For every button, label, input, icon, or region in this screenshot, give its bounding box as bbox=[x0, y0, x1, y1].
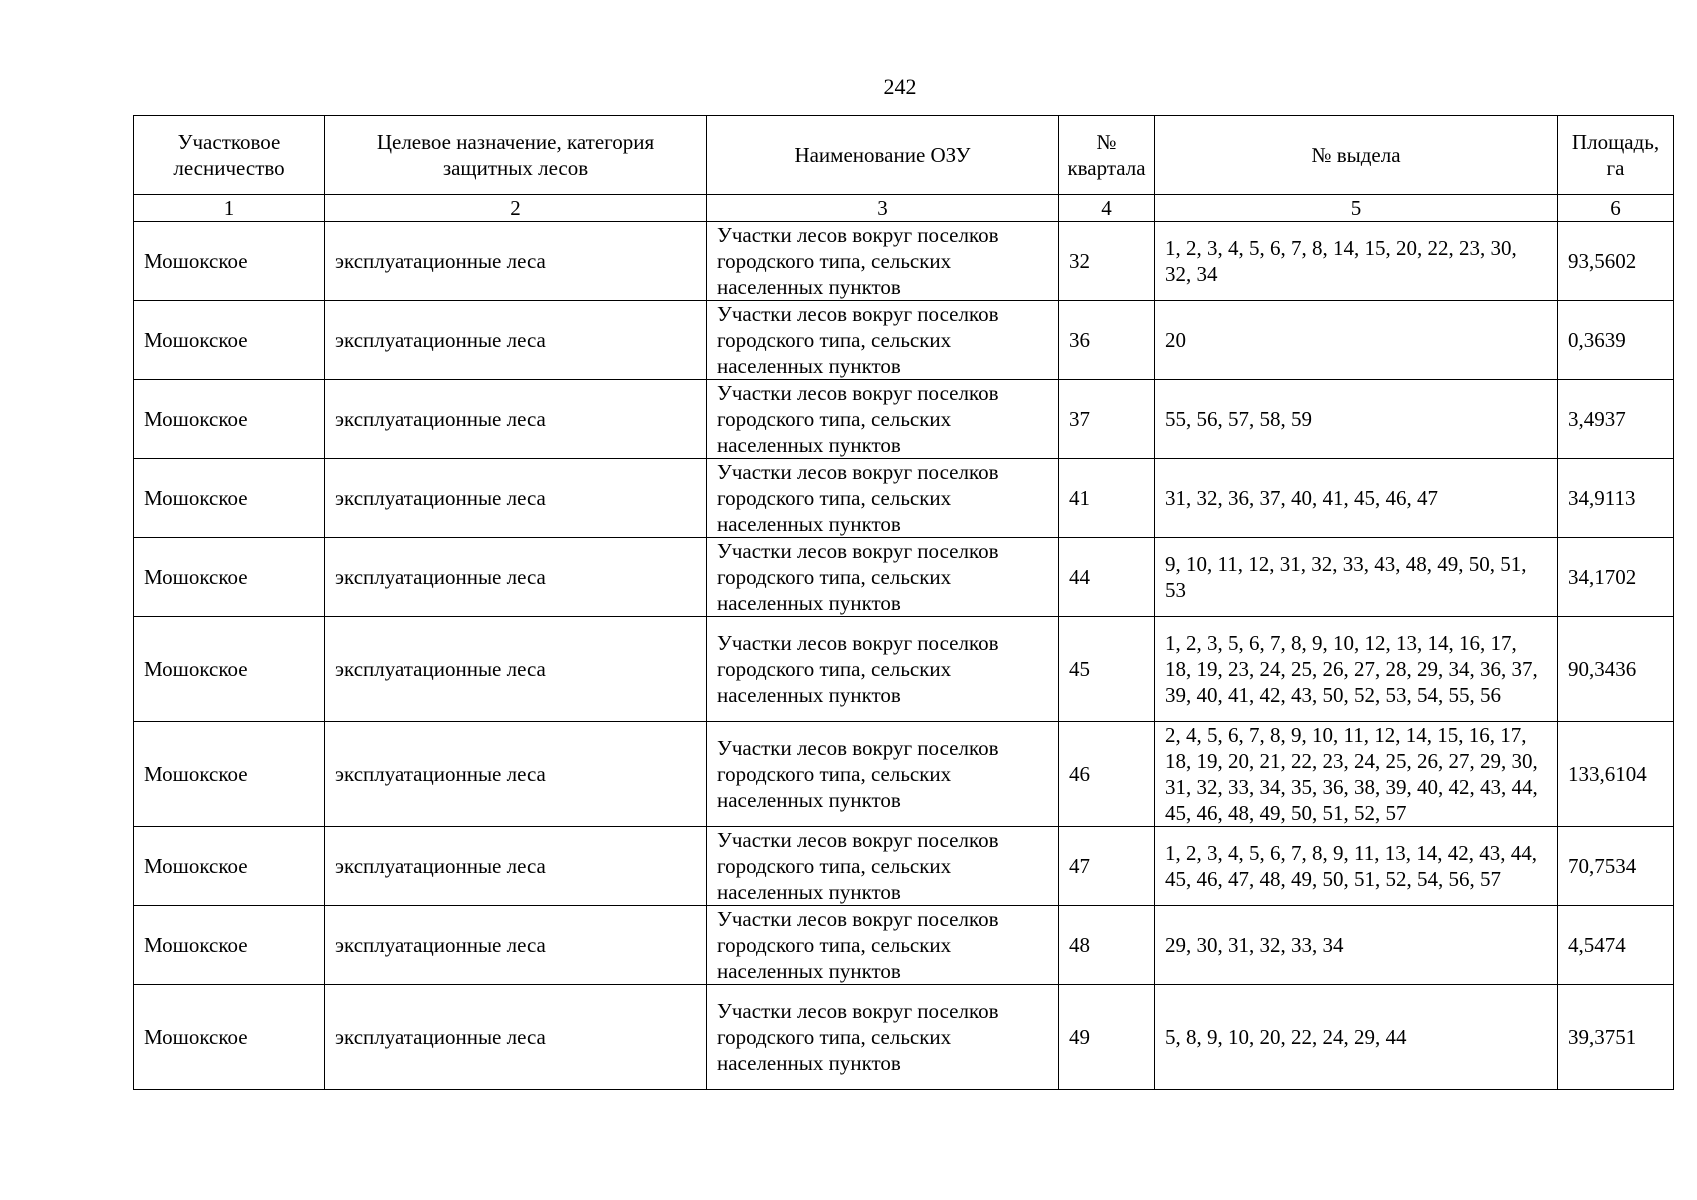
cell-allotments: 1, 2, 3, 4, 5, 6, 7, 8, 14, 15, 20, 22, 23, 30, 32, 34 bbox=[1155, 222, 1558, 301]
cell-purpose: эксплуатационные леса bbox=[325, 538, 707, 617]
table-row bbox=[134, 301, 1674, 380]
cell-ozu-name: Участки лесов вокруг поселков городского типа, сельских населенных пунктов bbox=[707, 985, 1059, 1090]
header-forestry: Участковое лесничество bbox=[134, 116, 325, 195]
table-row bbox=[134, 617, 1674, 722]
page-number: 242 bbox=[883, 74, 917, 99]
table-header-row bbox=[134, 116, 1674, 195]
cell-purpose: эксплуатационные леса bbox=[325, 301, 707, 380]
column-number: 5 bbox=[1155, 195, 1558, 222]
cell-area: 34,9113 bbox=[1558, 459, 1674, 538]
cell-area: 3,4937 bbox=[1558, 380, 1674, 459]
cell-ozu-name: Участки лесов вокруг поселков городского типа, сельских населенных пунктов bbox=[707, 827, 1059, 906]
cell-allotments: 5, 8, 9, 10, 20, 22, 24, 29, 44 bbox=[1155, 985, 1558, 1090]
header-quarter: № квартала bbox=[1059, 116, 1155, 195]
cell-quarter: 37 bbox=[1059, 380, 1155, 459]
table-row bbox=[134, 380, 1674, 459]
cell-forestry: Мошокское bbox=[134, 617, 325, 722]
table-row bbox=[134, 538, 1674, 617]
cell-area: 0,3639 bbox=[1558, 301, 1674, 380]
cell-allotments: 1, 2, 3, 5, 6, 7, 8, 9, 10, 12, 13, 14, 16, 17, 18, 19, 23, 24, 25, 26, 27, 28, 29, 34, 36, 37, 39, 40, 41, 42, 43, 50, 52, 53, 54, 55, 56 bbox=[1155, 617, 1558, 722]
cell-purpose: эксплуатационные леса bbox=[325, 459, 707, 538]
cell-quarter: 32 bbox=[1059, 222, 1155, 301]
cell-ozu-name: Участки лесов вокруг поселков городского типа, сельских населенных пунктов bbox=[707, 617, 1059, 722]
cell-quarter: 47 bbox=[1059, 827, 1155, 906]
cell-purpose: эксплуатационные леса bbox=[325, 985, 707, 1090]
cell-area: 93,5602 bbox=[1558, 222, 1674, 301]
cell-forestry: Мошокское bbox=[134, 985, 325, 1090]
cell-ozu-name: Участки лесов вокруг поселков городского типа, сельских населенных пунктов bbox=[707, 906, 1059, 985]
cell-area: 39,3751 bbox=[1558, 985, 1674, 1090]
cell-purpose: эксплуатационные леса bbox=[325, 617, 707, 722]
cell-forestry: Мошокское bbox=[134, 538, 325, 617]
forest-areas-table bbox=[133, 115, 1674, 1090]
cell-area: 34,1702 bbox=[1558, 538, 1674, 617]
cell-quarter: 48 bbox=[1059, 906, 1155, 985]
cell-ozu-name: Участки лесов вокруг поселков городского типа, сельских населенных пунктов bbox=[707, 538, 1059, 617]
table-row bbox=[134, 827, 1674, 906]
cell-quarter: 36 bbox=[1059, 301, 1155, 380]
cell-allotments: 1, 2, 3, 4, 5, 6, 7, 8, 9, 11, 13, 14, 42, 43, 44, 45, 46, 47, 48, 49, 50, 51, 52, 54, 56, 57 bbox=[1155, 827, 1558, 906]
table-row bbox=[134, 222, 1674, 301]
table-row bbox=[134, 459, 1674, 538]
header-allotments: № выдела bbox=[1155, 116, 1558, 195]
table-row bbox=[134, 985, 1674, 1090]
cell-area: 133,6104 bbox=[1558, 722, 1674, 827]
cell-forestry: Мошокское bbox=[134, 827, 325, 906]
cell-quarter: 41 bbox=[1059, 459, 1155, 538]
cell-allotments: 29, 30, 31, 32, 33, 34 bbox=[1155, 906, 1558, 985]
column-number: 4 bbox=[1059, 195, 1155, 222]
cell-forestry: Мошокское bbox=[134, 222, 325, 301]
cell-ozu-name: Участки лесов вокруг поселков городского типа, сельских населенных пунктов bbox=[707, 722, 1059, 827]
column-number-row bbox=[134, 195, 1674, 222]
cell-allotments: 55, 56, 57, 58, 59 bbox=[1155, 380, 1558, 459]
column-number: 6 bbox=[1558, 195, 1674, 222]
table-row bbox=[134, 722, 1674, 827]
cell-area: 70,7534 bbox=[1558, 827, 1674, 906]
cell-purpose: эксплуатационные леса bbox=[325, 380, 707, 459]
cell-purpose: эксплуатационные леса bbox=[325, 222, 707, 301]
cell-forestry: Мошокское bbox=[134, 722, 325, 827]
cell-forestry: Мошокское bbox=[134, 301, 325, 380]
cell-quarter: 45 bbox=[1059, 617, 1155, 722]
cell-quarter: 46 bbox=[1059, 722, 1155, 827]
table-row bbox=[134, 906, 1674, 985]
cell-allotments: 31, 32, 36, 37, 40, 41, 45, 46, 47 bbox=[1155, 459, 1558, 538]
cell-purpose: эксплуатационные леса bbox=[325, 827, 707, 906]
cell-purpose: эксплуатационные леса bbox=[325, 722, 707, 827]
column-number: 2 bbox=[325, 195, 707, 222]
cell-quarter: 44 bbox=[1059, 538, 1155, 617]
cell-area: 4,5474 bbox=[1558, 906, 1674, 985]
cell-ozu-name: Участки лесов вокруг поселков городского типа, сельских населенных пунктов bbox=[707, 301, 1059, 380]
header-area: Площадь, га bbox=[1558, 116, 1674, 195]
column-number: 1 bbox=[134, 195, 325, 222]
header-purpose: Целевое назначение, категория защитных лесов bbox=[325, 116, 707, 195]
cell-purpose: эксплуатационные леса bbox=[325, 906, 707, 985]
cell-ozu-name: Участки лесов вокруг поселков городского типа, сельских населенных пунктов bbox=[707, 380, 1059, 459]
cell-forestry: Мошокское bbox=[134, 380, 325, 459]
cell-ozu-name: Участки лесов вокруг поселков городского типа, сельских населенных пунктов bbox=[707, 459, 1059, 538]
cell-allotments: 20 bbox=[1155, 301, 1558, 380]
cell-forestry: Мошокское bbox=[134, 906, 325, 985]
column-number: 3 bbox=[707, 195, 1059, 222]
cell-allotments: 9, 10, 11, 12, 31, 32, 33, 43, 48, 49, 50, 51, 53 bbox=[1155, 538, 1558, 617]
cell-forestry: Мошокское bbox=[134, 459, 325, 538]
cell-allotments: 2, 4, 5, 6, 7, 8, 9, 10, 11, 12, 14, 15, 16, 17, 18, 19, 20, 21, 22, 23, 24, 25, 26, 27, 29, 30, 31, 32, 33, 34, 35, 36, 38, 39, 40, 42, 43, 44, 45, 46, 48, 49, 50, 51, 52, 57 bbox=[1155, 722, 1558, 827]
header-ozu-name: Наименование ОЗУ bbox=[707, 116, 1059, 195]
cell-ozu-name: Участки лесов вокруг поселков городского типа, сельских населенных пунктов bbox=[707, 222, 1059, 301]
cell-quarter: 49 bbox=[1059, 985, 1155, 1090]
cell-area: 90,3436 bbox=[1558, 617, 1674, 722]
